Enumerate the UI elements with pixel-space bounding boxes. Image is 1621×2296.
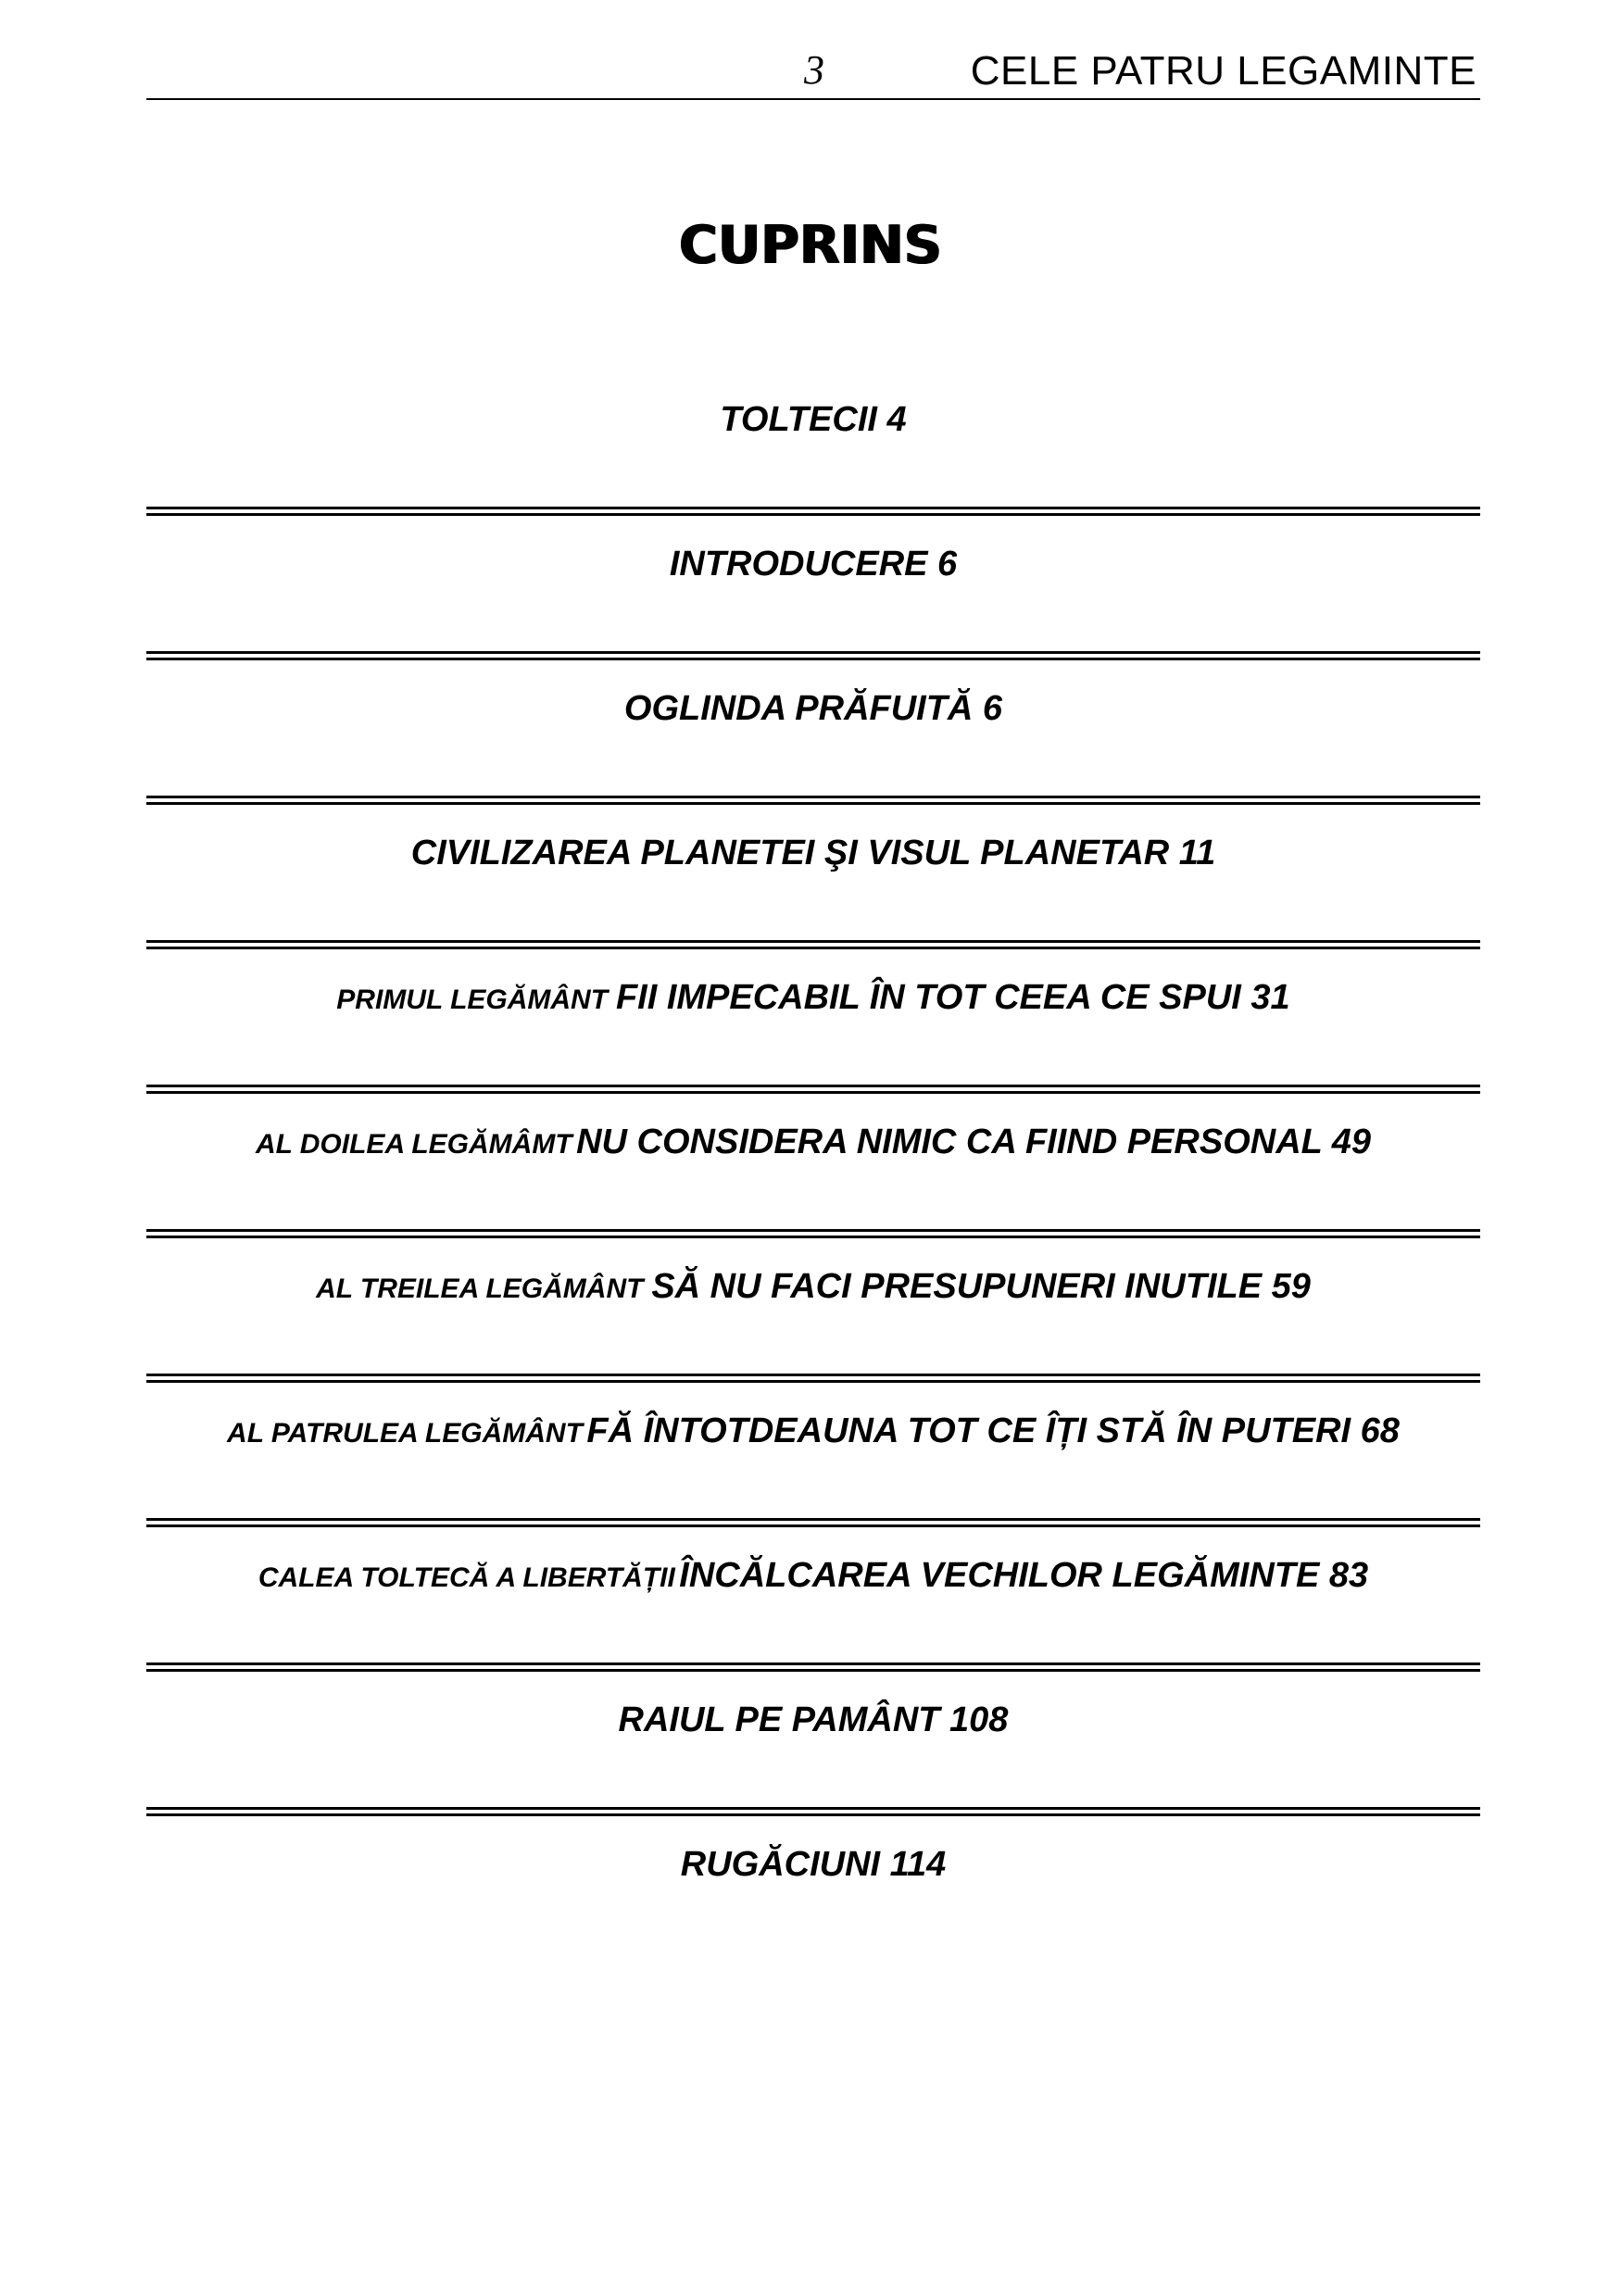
toc-entry-oglinda-prafuita[interactable] <box>146 681 1480 736</box>
double-rule <box>146 651 1480 660</box>
toc-entry-text: INTRODUCERE 6 <box>669 545 958 583</box>
toc-entry-al-patrulea-legamant[interactable] <box>146 1403 1480 1459</box>
toc-entry-al-treilea-legamant[interactable] <box>146 1259 1480 1314</box>
toc-entry-prefix: AL DOILEA LEGĂMÂMT <box>255 1129 572 1160</box>
page-header <box>146 37 1480 100</box>
toc-entry-text: FII IMPECABIL ÎN TOT CEEA CE SPUI 31 <box>615 978 1290 1017</box>
double-rule <box>146 1662 1480 1672</box>
toc-entry-text: FĂ ÎNTOTDEAUNA TOT CE ÎȚI STĂ ÎN PUTERI 68 <box>586 1411 1400 1450</box>
double-rule <box>146 1518 1480 1527</box>
toc-entry-text: RAIUL PE PAMÂNT 108 <box>618 1700 1009 1739</box>
toc-entry-al-doilea-legamant[interactable] <box>146 1114 1480 1170</box>
toc-entry-primul-legamant[interactable] <box>146 970 1480 1025</box>
toc-entry-prefix: PRIMUL LEGĂMÂNT <box>336 985 609 1015</box>
double-rule <box>146 796 1480 805</box>
toc-entry-text: SĂ NU FACI PRESUPUNERI INUTILE 59 <box>651 1267 1311 1306</box>
toc-entry-text: RUGĂCIUNI 114 <box>680 1845 947 1884</box>
running-title: CELE PATRU LEGAMINTE <box>970 48 1476 94</box>
toc-entry-text: CIVILIZAREA PLANETEI ŞI VISUL PLANETAR 11 <box>410 834 1216 872</box>
toc-entry-text: OGLINDA PRĂFUITĂ 6 <box>623 689 1003 728</box>
toc-entry-prefix: CALEA TOLTECĂ A LIBERTĂȚII <box>258 1562 675 1593</box>
toc-entry-raiul-pe-pamant[interactable] <box>146 1692 1480 1748</box>
page-number: 3 <box>804 47 824 93</box>
toc-entry-prefix: AL PATRULEA LEGĂMÂNT <box>227 1418 583 1449</box>
toc-entry-rugaciuni[interactable] <box>146 1837 1480 1892</box>
double-rule <box>146 1374 1480 1383</box>
toc-entry-toltecii[interactable] <box>146 392 1480 447</box>
toc-entry-calea-tolteca[interactable] <box>146 1548 1480 1603</box>
toc-entry-text: ÎNCĂLCAREA VECHILOR LEGĂMINTE 83 <box>679 1556 1369 1595</box>
double-rule <box>146 940 1480 949</box>
toc-entry-text: NU CONSIDERA NIMIC CA FIIND PERSONAL 49 <box>576 1123 1371 1161</box>
toc-title: CUPRINS <box>679 215 942 276</box>
toc-entry-introducere[interactable] <box>146 536 1480 592</box>
double-rule <box>146 1807 1480 1816</box>
double-rule <box>146 1229 1480 1238</box>
toc-entry-prefix: AL TREILEA LEGĂMÂNT <box>316 1273 644 1304</box>
double-rule <box>146 1085 1480 1094</box>
double-rule <box>146 507 1480 516</box>
toc-entry-text: TOLTECII 4 <box>720 400 907 439</box>
toc-entry-civilizarea-planetei[interactable] <box>146 825 1480 881</box>
